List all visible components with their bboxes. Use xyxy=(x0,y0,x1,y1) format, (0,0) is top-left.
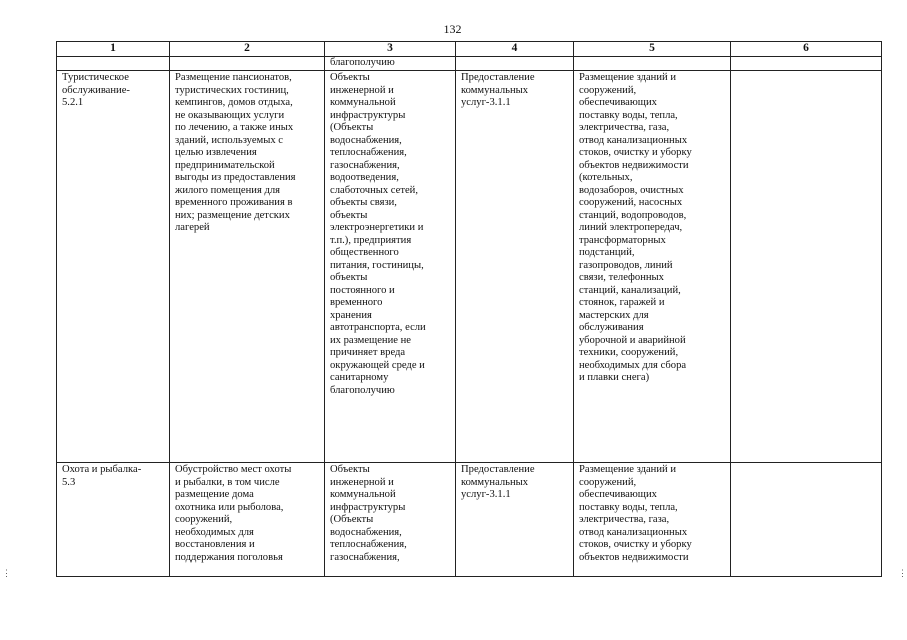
header-col-6: 6 xyxy=(731,42,882,57)
header-col-4: 4 xyxy=(456,42,574,57)
continuation-cell-6 xyxy=(731,57,882,71)
notes-cell xyxy=(731,463,882,577)
table-header-row xyxy=(57,42,882,57)
use-type-cell: Туристическое обслуживание- 5.2.1 xyxy=(57,71,170,463)
header-col-5: 5 xyxy=(574,42,731,57)
table-row xyxy=(57,71,882,463)
continuation-cell-5 xyxy=(574,57,731,71)
header-col-1: 1 xyxy=(57,42,170,57)
conditional-use-cell: Предоставление коммунальных услуг-3.1.1 xyxy=(456,463,574,577)
conditional-description-cell: Размещение зданий и сооружений, обеспечивающих поставку воды, тепла, электричества, газа, отвод канализационных стоков, очистку и уборку объектов недвижимости (котельных, водозаборов, очистных сооружений, насосных станций, водопроводов, линий электропередач, трансформаторных подстанций, газопроводов, линий связи, телефонных станций, канализаций, стоянок, гаражей и мастерских для обслуживания уборочной и аварийной техники, сооружений, необходимых для сбора и плавки снега) xyxy=(574,71,731,463)
continuation-cell-1 xyxy=(57,57,170,71)
continuation-row xyxy=(57,57,882,71)
continuation-cell-2 xyxy=(170,57,325,71)
conditional-use-cell: Предоставление коммунальных услуг-3.1.1 xyxy=(456,71,574,463)
conditional-description-cell: Размещение зданий и сооружений, обеспечивающих поставку воды, тепла, электричества, газа, отвод канализационных стоков, очистку и уборку объектов недвижимости xyxy=(574,463,731,577)
auxiliary-objects-cell: Объекты инженерной и коммунальной инфраструктуры (Объекты водоснабжения, теплоснабжения, газоснабжения, xyxy=(325,463,456,577)
continuation-cell-3: благополучию xyxy=(325,57,456,71)
page-number: 132 xyxy=(443,22,462,36)
use-description-cell: Обустройство мест охоты и рыбалки, в том числе размещение дома охотника или рыболова, сооружений, необходимых для восстановления и поддержания поголовья xyxy=(170,463,325,577)
notes-cell xyxy=(731,71,882,463)
use-description-cell: Размещение пансионатов, туристических гостиниц, кемпингов, домов отдыха, не оказывающих услуги по лечению, а также иных зданий, используемых с целью извлечения предпринимательской выгоды из предоставления жилого помещения для временного проживания в них; размещение детских лагерей xyxy=(170,71,325,463)
header-col-2: 2 xyxy=(170,42,325,57)
auxiliary-objects-cell: Объекты инженерной и коммунальной инфраструктуры (Объекты водоснабжения, теплоснабжения, газоснабжения, водоотведения, слаботочных сетей, объекты связи, объекты электроэнергетики и т.п.), предприятия общественного питания, гостиницы, объекты постоянного и временного хранения автотранспорта, если их размещение не причиняет вреда окружающей среде и санитарному благополучию xyxy=(325,71,456,463)
use-type-cell: Охота и рыбалка- 5.3 xyxy=(57,463,170,577)
land-use-table xyxy=(56,41,882,577)
scan-edge-mark-right: ⋮ xyxy=(898,568,907,578)
header-col-3: 3 xyxy=(325,42,456,57)
table-row xyxy=(57,463,882,577)
continuation-cell-4 xyxy=(456,57,574,71)
scan-edge-mark-left: ⋮ xyxy=(2,568,11,578)
